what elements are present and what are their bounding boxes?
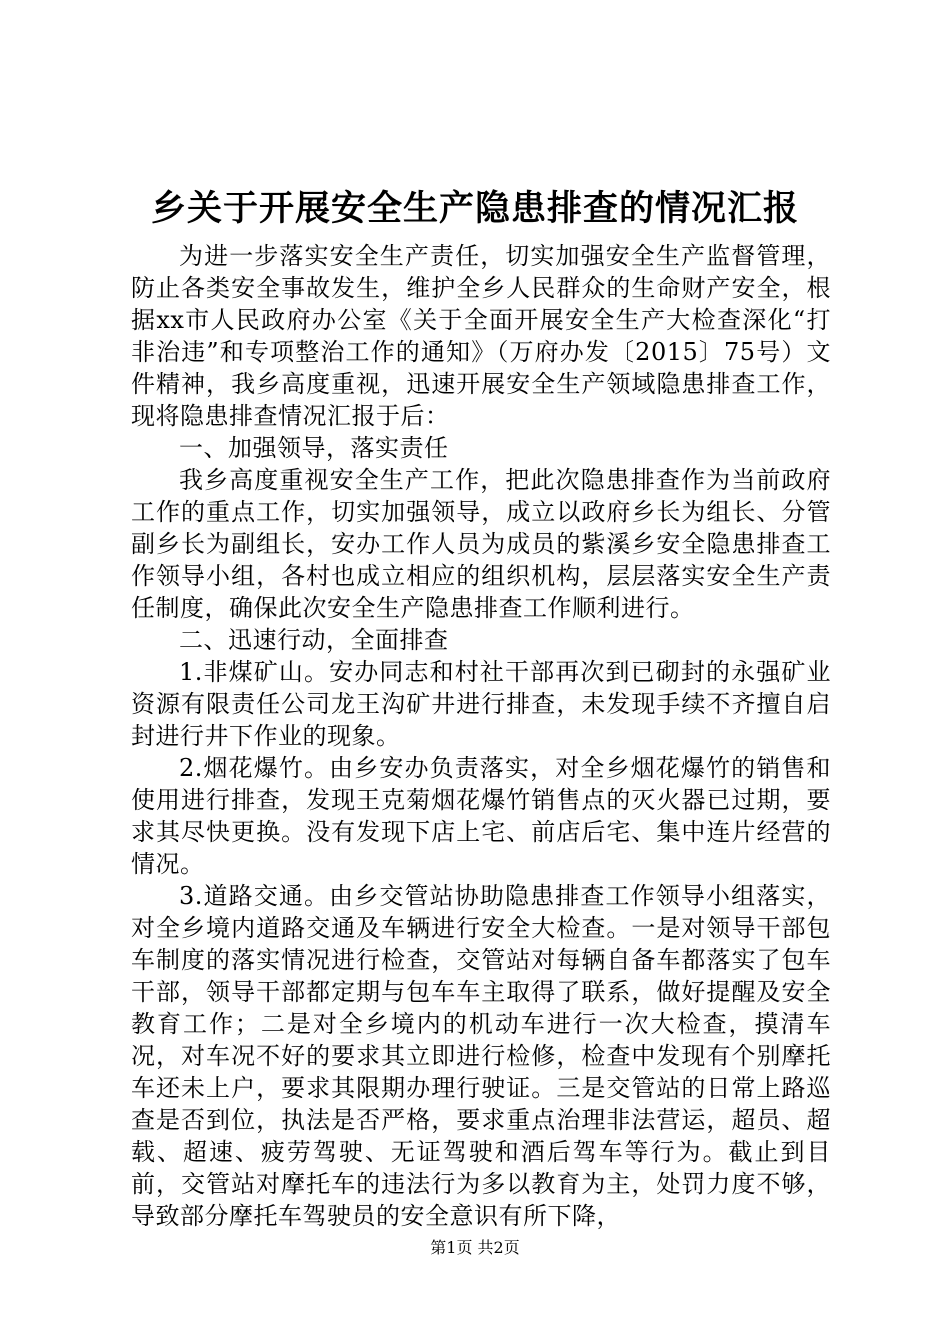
paragraph-mining: 1.非煤矿山。安办同志和村社干部再次到已砌封的永强矿业资源有限责任公司龙王沟矿井进行排查，未发现手续不齐擅自启封进行井下作业的现象。: [131, 658, 831, 750]
document-title: 乡关于开展安全生产隐患排查的情况汇报: [150, 188, 799, 229]
paragraph-traffic: 3.道路交通。由乡交管站协助隐患排查工作领导小组落实，对全乡境内道路交通及车辆进行安全大检查。一是对领导干部包车制度的落实情况进行检查，交管站对每辆自备车都落实了包车干部，领导干部都定期与包车车主取得了联系，做好提醒及安全教育工作；二是对全乡境内的机动车进行一次大检查，摸清车况，对车况不好的要求其立即进行检修，检查中发现有个别摩托车还未上户，要求其限期办理行驶证。三是交管站的日常上路巡查是否到位，执法是否严格，要求重点治理非法营运，超员、超载、超速、疲劳驾驶、无证驾驶和酒后驾车等行为。截止到目前，交管站对摩托车的违法行为多以教育为主，处罚力度不够，导致部分摩托车驾驶员的安全意识有所下降，: [131, 882, 831, 1230]
section-heading-1: 一、加强领导，落实责任: [179, 434, 449, 462]
document-body: [131, 240, 831, 1232]
paragraph-fireworks: 2.烟花爆竹。由乡安办负责落实，对全乡烟花爆竹的销售和使用进行排查，发现王克菊烟花爆竹销售点的灭火器已过期，要求其尽快更换。没有发现下店上宅、前店后宅、集中连片经营的情况。: [131, 754, 831, 878]
section-heading-2: 二、迅速行动，全面排查: [179, 626, 449, 654]
page-footer: 第1页 共2页: [430, 1238, 520, 1257]
paragraph-intro: 为进一步落实安全生产责任，切实加强安全生产监督管理，防止各类安全事故发生，维护全乡人民群众的生命财产安全，根据xx市人民政府办公室《关于全面开展安全生产大检查深化“打非治违”和专项整治工作的通知》（万府办发〔2015〕75号）文件精神，我乡高度重视，迅速开展安全生产领域隐患排查工作，现将隐患排查情况汇报于后：: [131, 242, 831, 430]
paragraph-leadership: 我乡高度重视安全生产工作，把此次隐患排查作为当前政府工作的重点工作，切实加强领导，成立以政府乡长为组长、分管副乡长为副组长，安办工作人员为成员的紫溪乡安全隐患排查工作领导小组，各村也成立相应的组织机构，层层落实安全生产责任制度，确保此次安全生产隐患排查工作顺利进行。: [131, 466, 831, 622]
